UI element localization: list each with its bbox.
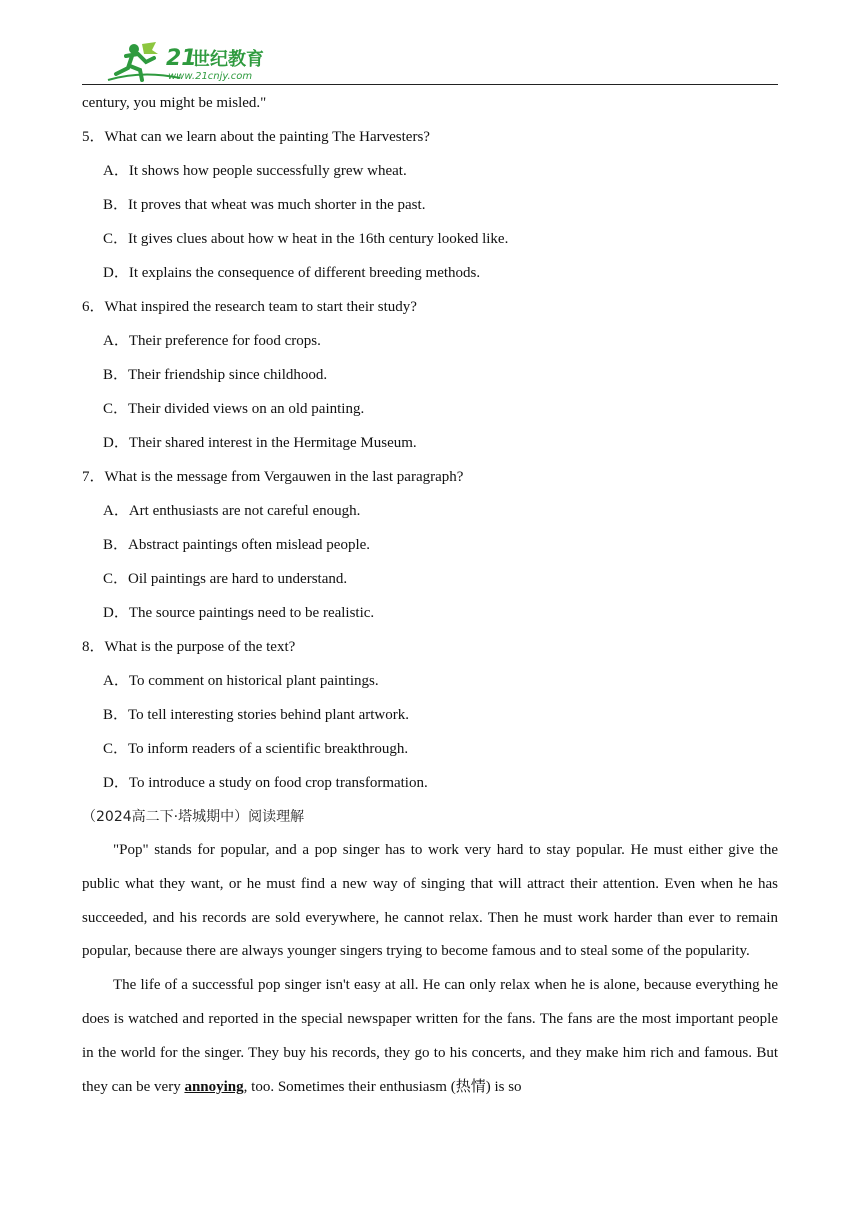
question-8: 8．What is the purpose of the text? A．To comment on historical plant paintings. B．To tell interesting stories behind plant artwork. C．To inform readers of a scientific breakthrough. D．To introduce a study on food crop transformation. [82,630,778,800]
option-a: A．To comment on historical plant paintings. [103,673,379,689]
option-b: B．It proves that wheat was much shorter in the past. [103,197,426,213]
passage-paragraph-1: "Pop" stands for popular, and a pop singer has to work very hard to stay popular. He must either give the public what they want, or he must find a new way of singing that will attract their attention. Even when he has succeeded, and his records are sold everywhere, he cannot relax. Then he must work harder than ever to remain popular, because there are always younger singers trying to become famous and to steal some of the popularity. [82,842,778,960]
passage-continuation: century, you might be misled." [82,95,267,111]
option-c: C．It gives clues about how w heat in the 16th century looked like. [103,231,509,247]
page-header [82,40,778,86]
header-rule [82,84,778,85]
option-c: C．Their divided views on an old painting. [103,401,365,417]
option-d: D．It explains the consequence of different breeding methods. [103,265,481,281]
underlined-word: annoying [184,1078,244,1095]
question-7: 7．What is the message from Vergauwen in the last paragraph? A．Art enthusiasts are not careful enough. B．Abstract paintings often mislead people. C．Oil paintings are hard to understand. D．The source paintings need to be realistic. [82,460,778,630]
site-logo [102,40,272,84]
document-body [82,86,778,1104]
option-a: A．It shows how people successfully grew wheat. [103,163,407,179]
option-b: B．Abstract paintings often mislead people. [103,537,371,553]
option-d: D．Their shared interest in the Hermitage Museum. [103,435,417,451]
question-5: 5．What can we learn about the painting The Harvesters? A．It shows how people successfully grew wheat. B．It proves that wheat was much shorter in the past. C．It gives clues about how w heat in the 16th century looked like. D．It explains the consequence of different breeding methods. [82,120,778,290]
option-a: A．Their preference for food crops. [103,333,321,349]
option-b: B．To tell interesting stories behind plant artwork. [103,707,409,723]
passage-paragraph-2: The life of a successful pop singer isn't easy at all. He can only relax when he is alone, because everything he does is watched and reported in the special newspaper written for the fans. The fans are the most important people in the world for the singer. They buy his records, they go to his concerts, and they make him rich and famous. But they can be very annoying, too. Sometimes their enthusiasm (热情) is so [82,977,778,1095]
question-text: What inspired the research team to start their study? [104,299,417,315]
question-text: What can we learn about the painting The Harvesters? [104,129,430,145]
svg-text:世纪教育: 世纪教育 [192,49,264,70]
question-6: 6．What inspired the research team to start their study? A．Their preference for food crops. B．Their friendship since childhood. C．Their divided views on an old painting. D．Their shared interest in the Hermitage Museum. [82,290,778,460]
option-a: A．Art enthusiasts are not careful enough. [103,503,361,519]
option-c: C．Oil paintings are hard to understand. [103,571,348,587]
option-d: D．To introduce a study on food crop transformation. [103,775,428,791]
option-b: B．Their friendship since childhood. [103,367,328,383]
source-label: （2024高二下·塔城期中）阅读理解 [82,809,305,825]
option-d: D．The source paintings need to be realistic. [103,605,375,621]
svg-text:www.21cnjy.com: www.21cnjy.com [168,71,253,82]
option-c: C．To inform readers of a scientific breakthrough. [103,741,409,757]
question-text: What is the purpose of the text? [104,639,296,655]
svg-text:21: 21 [166,46,197,71]
question-text: What is the message from Vergauwen in the last paragraph? [104,469,464,485]
